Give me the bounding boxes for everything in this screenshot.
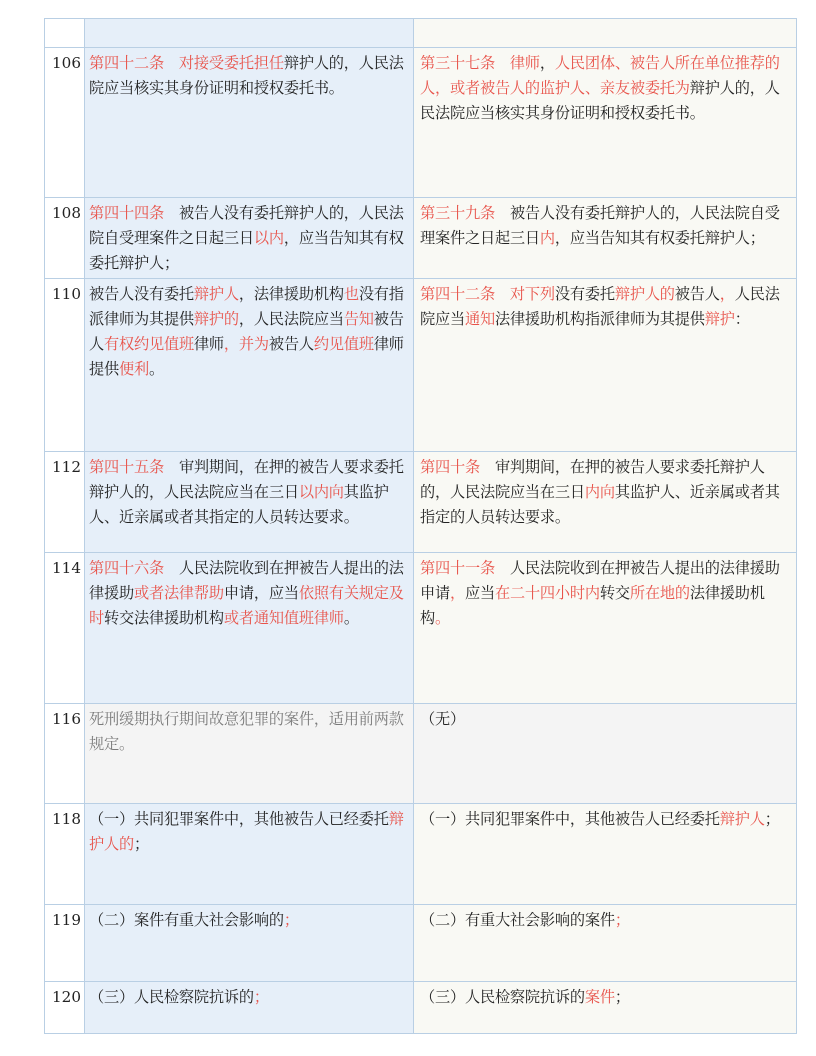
- row-number: 119: [45, 905, 85, 982]
- changed-text: 以内: [253, 229, 284, 247]
- row-number: 114: [45, 553, 85, 704]
- changed-text: ；: [253, 988, 269, 1006]
- changed-text: 辩护人的: [614, 285, 675, 303]
- changed-text: 第三十九条: [420, 204, 495, 222]
- text-segment: 被告人没有委托辩护人的，人民法院自受理案件之日起三日: [89, 204, 404, 247]
- row-number: 108: [45, 198, 85, 279]
- changed-text: 约见值班: [313, 335, 374, 353]
- text-segment: 转交法律援助机构: [104, 609, 224, 627]
- changed-text: 所在地的: [629, 584, 690, 602]
- text-segment: 审判期间，在押的被告人要求委托辩护人的，人民法院应当在三日: [420, 458, 765, 501]
- text-segment: 人民法院收到在押被告人提出的法律援助申请: [420, 559, 780, 602]
- text-segment: 申请，应当: [223, 584, 299, 602]
- text-segment: 辩护人的，人民法院应当核实其身份证明和授权委托书。: [89, 54, 404, 97]
- changed-text: ，: [449, 584, 465, 602]
- changed-text: 通知: [464, 310, 495, 328]
- changed-text: 内向: [584, 483, 615, 501]
- text-segment: ，人民法院应当: [238, 310, 344, 328]
- table-row: [45, 804, 797, 905]
- text-segment: 法律援助机构指派律师为其提供: [494, 310, 705, 328]
- row-number: 106: [45, 48, 85, 198]
- changed-text: 依照有关规定及时: [89, 584, 404, 627]
- text-segment: 其监护人、近亲属或者其指定的人员转达要求。: [420, 483, 780, 526]
- text-segment: 没有委托: [554, 285, 615, 303]
- changed-text: 第四十二条 对接受委托担任: [89, 54, 284, 72]
- new-text-cell: [414, 452, 797, 553]
- changed-text: 辩护: [704, 310, 735, 328]
- old-text-cell: [85, 19, 414, 48]
- old-text-cell: [85, 452, 414, 553]
- changed-text: 辩护人的: [89, 810, 404, 853]
- row-number: 118: [45, 804, 85, 905]
- table-row: [45, 452, 797, 553]
- old-text-cell: [85, 804, 414, 905]
- old-text-cell: [85, 905, 414, 982]
- text-segment: 法律援助机构: [420, 584, 765, 627]
- text-segment: ，: [539, 54, 555, 72]
- text-segment: 被告人: [89, 310, 404, 353]
- old-text-cell: [85, 48, 414, 198]
- changed-text: ，并为: [223, 335, 269, 353]
- text-segment: 应当: [464, 584, 495, 602]
- changed-text: 人民团体、被告人所在单位推荐的人，或者被告人的监护人、亲友被委托为: [420, 54, 780, 97]
- text-segment: 人民法院应当: [420, 285, 780, 328]
- changed-text: 第四十二条 对下列: [420, 285, 555, 303]
- text-segment: ，应当告知其有权委托辩护人；: [89, 229, 404, 272]
- changed-text: 第四十条: [420, 458, 480, 476]
- table-row: [45, 279, 797, 452]
- new-text-cell: [414, 279, 797, 452]
- table-row: [45, 553, 797, 704]
- text-segment: 被告人没有委托: [89, 285, 194, 303]
- text-segment: 其监护人、近亲属或者其指定的人员转达要求。: [89, 483, 389, 526]
- text-segment: 死刑缓期执行期间故意犯罪的案件，适用前两款规定。: [89, 710, 404, 753]
- changed-text: 或者法律帮助: [133, 584, 224, 602]
- text-segment: （无）: [420, 710, 465, 728]
- text-segment: （一）共同犯罪案件中，其他被告人已经委托: [420, 810, 720, 828]
- new-text-cell: [414, 19, 797, 48]
- new-text-cell: [414, 982, 797, 1034]
- row-number: 116: [45, 704, 85, 804]
- text-segment: ；: [764, 810, 780, 828]
- text-segment: 辩护人的，人民法院应当核实其身份证明和授权委托书。: [420, 79, 780, 122]
- row-number: 110: [45, 279, 85, 452]
- changed-text: 第三十七条 律师: [420, 54, 540, 72]
- changed-text: 第四十五条: [89, 458, 164, 476]
- text-segment: ；: [614, 988, 630, 1006]
- changed-text: 有权约见值班: [104, 335, 194, 353]
- changed-text: ；: [614, 911, 630, 929]
- old-text-cell: [85, 553, 414, 704]
- text-segment: ，应当告知其有权委托辩护人；: [554, 229, 765, 247]
- text-segment: 没有指派律师为其提供: [89, 285, 404, 328]
- text-segment: 律师提供: [89, 335, 404, 378]
- text-segment: （三）人民检察院抗诉的: [420, 988, 585, 1006]
- row-number: 112: [45, 452, 85, 553]
- changed-text: 告知: [343, 310, 374, 328]
- changed-text: 以内向: [298, 483, 344, 501]
- new-text-cell: [414, 198, 797, 279]
- text-segment: 。: [343, 609, 359, 627]
- new-text-cell: [414, 553, 797, 704]
- changed-text: 内: [539, 229, 555, 247]
- table-row: [45, 198, 797, 279]
- text-segment: 被告人没有委托辩护人的，人民法院自受理案件之日起三日: [420, 204, 780, 247]
- new-text-cell: [414, 804, 797, 905]
- changed-text: 辩护人: [719, 810, 765, 828]
- text-segment: 审判期间，在押的被告人要求委托辩护人的，人民法院应当在三日: [89, 458, 404, 501]
- old-text-cell: [85, 198, 414, 279]
- text-segment: （一）共同犯罪案件中，其他被告人已经委托: [89, 810, 389, 828]
- table-row: [45, 704, 797, 804]
- new-text-cell: [414, 48, 797, 198]
- text-segment: ，法律援助机构: [238, 285, 344, 303]
- text-segment: （二）有重大社会影响的案件: [420, 911, 615, 929]
- changed-text: 。: [435, 609, 450, 627]
- table-row: [45, 982, 797, 1034]
- changed-text: 辩护人: [193, 285, 239, 303]
- changed-text: ，: [719, 285, 735, 303]
- changed-text: 或者通知值班律师: [223, 609, 344, 627]
- changed-text: 辩护的: [193, 310, 239, 328]
- text-segment: ：: [734, 310, 750, 328]
- text-segment: （三）人民检察院抗诉的: [89, 988, 254, 1006]
- changed-text: 案件: [584, 988, 615, 1006]
- text-segment: 被告人: [268, 335, 314, 353]
- text-segment: 律师: [193, 335, 224, 353]
- changed-text: ；: [283, 911, 299, 929]
- old-text-cell: [85, 279, 414, 452]
- comparison-table: [44, 18, 797, 1034]
- text-segment: 。: [148, 360, 164, 378]
- row-number: [45, 19, 85, 48]
- new-text-cell: [414, 704, 797, 804]
- text-segment: 人民法院收到在押被告人提出的法律援助: [89, 559, 404, 602]
- table-row: [45, 905, 797, 982]
- changed-text: 也: [343, 285, 359, 303]
- table-row: [45, 19, 797, 48]
- text-segment: 转交: [599, 584, 630, 602]
- old-text-cell: [85, 704, 414, 804]
- changed-text: 第四十一条: [420, 559, 495, 577]
- old-text-cell: [85, 982, 414, 1034]
- text-segment: （二）案件有重大社会影响的: [89, 911, 284, 929]
- changed-text: 在二十四小时内: [494, 584, 600, 602]
- changed-text: 便利: [118, 360, 149, 378]
- row-number: 120: [45, 982, 85, 1034]
- new-text-cell: [414, 905, 797, 982]
- text-segment: ；: [133, 835, 149, 853]
- changed-text: 第四十六条: [89, 559, 164, 577]
- changed-text: 第四十四条: [89, 204, 164, 222]
- text-segment: 被告人: [674, 285, 720, 303]
- table-row: [45, 48, 797, 198]
